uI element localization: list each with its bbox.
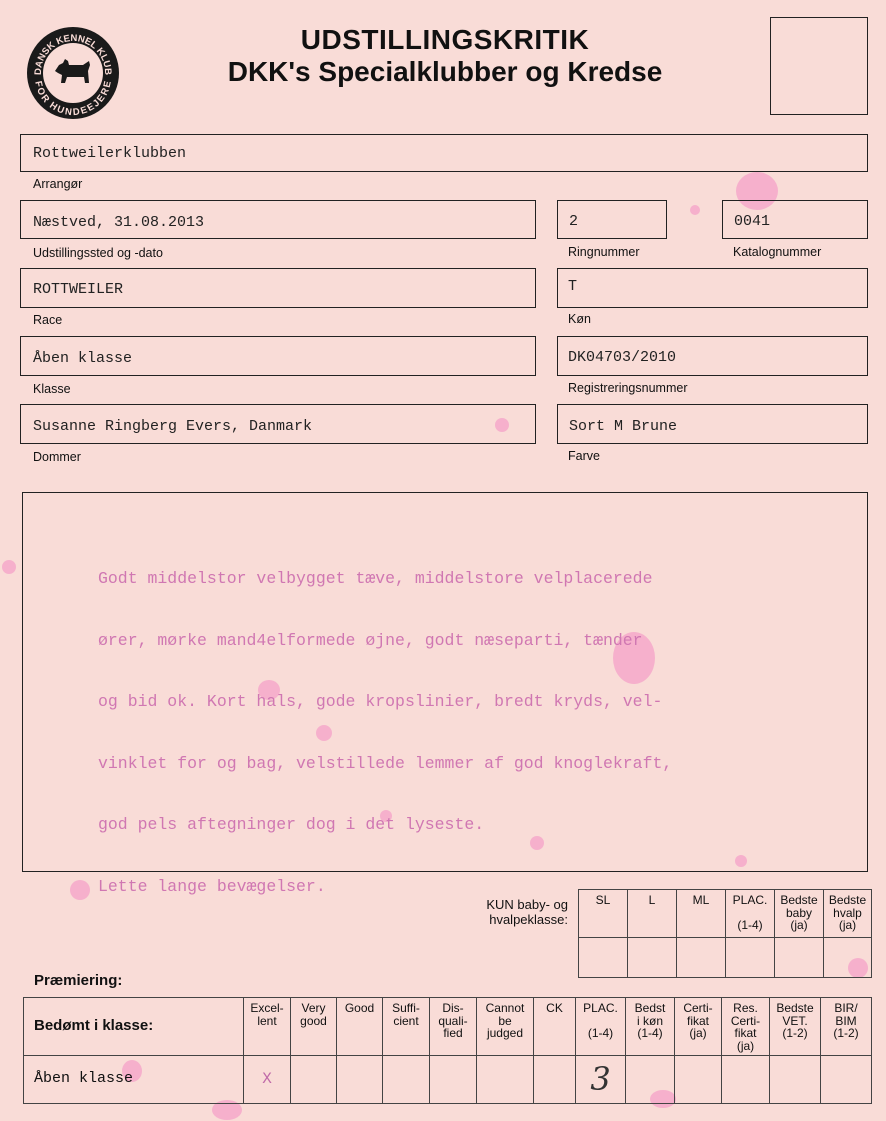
race-label: Race <box>33 313 63 327</box>
baby-cell[interactable] <box>775 938 824 978</box>
baby-label-line2: hvalpeklasse: <box>489 912 568 927</box>
farve-label: Farve <box>568 449 600 463</box>
klasse-value: Åben klasse <box>33 350 133 367</box>
katalog-label: Katalognummer <box>733 245 822 259</box>
stain <box>70 880 90 900</box>
bedomt-label: Bedømt i klasse: <box>24 998 244 1056</box>
critique-line: ører, mørke mand4elformede øjne, godt næseparti, tænder <box>98 630 643 650</box>
critique-line: vinklet for og bag, velstillede lemmer af god knoglekraft, <box>98 753 673 773</box>
result-cell[interactable] <box>626 1056 675 1104</box>
excellent-mark[interactable]: X <box>244 1056 291 1104</box>
critique-line: Lette lange bevægelser. <box>98 876 326 896</box>
kon-field[interactable] <box>557 268 868 308</box>
premiering-header: Bedste VET. (1-2) <box>770 998 821 1056</box>
logo-ring-text <box>27 27 119 119</box>
result-cell[interactable] <box>770 1056 821 1104</box>
result-cell[interactable] <box>722 1056 770 1104</box>
result-cell[interactable] <box>430 1056 477 1104</box>
result-cell[interactable] <box>821 1056 872 1104</box>
baby-table <box>578 889 872 978</box>
baby-header: SL <box>579 890 628 938</box>
premiering-label: Præmiering: <box>34 972 123 989</box>
svg-text:FOR HUNDEEJERE <box>32 80 114 118</box>
page-subtitle: DKK's Specialklubber og Kredse <box>227 56 663 87</box>
baby-header: PLAC. (1-4) <box>726 890 775 938</box>
result-cell[interactable] <box>477 1056 534 1104</box>
farve-value: Sort M Brune <box>569 418 678 435</box>
dommer-label: Dommer <box>33 450 81 464</box>
premiering-header: Suffi- cient <box>383 998 430 1056</box>
premiering-header: Very good <box>291 998 337 1056</box>
premiering-header: PLAC. (1-4) <box>576 998 626 1056</box>
premiering-header: BIR/ BIM (1-2) <box>821 998 872 1056</box>
klasse-label: Klasse <box>33 382 71 396</box>
baby-cell[interactable] <box>579 938 628 978</box>
page-title: UDSTILLINGSKRITIK <box>300 24 590 55</box>
katalog-value: 0041 <box>734 213 771 230</box>
result-cell[interactable] <box>534 1056 576 1104</box>
logo-bottom-text: FOR HUNDEEJERE <box>32 80 114 119</box>
baby-label <box>470 897 568 927</box>
critique-text <box>98 528 672 918</box>
premiering-table <box>23 997 872 1104</box>
photo-box <box>770 17 868 115</box>
critique-line: god pels aftegninger dog i det lyseste. <box>98 815 485 834</box>
sted-value: Næstved, 31.08.2013 <box>33 214 205 231</box>
critique-line: Godt middelstor velbygget tæve, middelstore velplacerede <box>98 569 653 588</box>
ring-label: Ringnummer <box>568 245 640 259</box>
kon-value: T <box>568 278 578 295</box>
result-cell[interactable] <box>291 1056 337 1104</box>
baby-cell[interactable] <box>726 938 775 978</box>
reg-value: DK04703/2010 <box>568 349 677 366</box>
premiering-header: Good <box>337 998 383 1056</box>
result-cell[interactable] <box>383 1056 430 1104</box>
baby-cell[interactable] <box>824 938 872 978</box>
baby-cell[interactable] <box>677 938 726 978</box>
placement-value[interactable]: 3 <box>576 1056 626 1104</box>
stain <box>2 560 16 574</box>
baby-label-line1: KUN baby- og <box>486 897 568 912</box>
result-cell[interactable] <box>675 1056 722 1104</box>
baby-header: Bedste hvalp (ja) <box>824 890 872 938</box>
arrangor-label: Arrangør <box>33 177 83 191</box>
sted-label: Udstillingssted og -dato <box>33 246 163 260</box>
critique-line: og bid ok. Kort hals, gode kropslinier, bredt kryds, vel- <box>98 692 663 711</box>
dkk-logo <box>27 27 119 119</box>
premiering-header: Excel- lent <box>244 998 291 1056</box>
ring-value: 2 <box>569 213 579 230</box>
premiering-header: Dis- quali- fied <box>430 998 477 1056</box>
stain <box>690 205 700 215</box>
dommer-value: Susanne Ringberg Evers, Danmark <box>33 418 313 435</box>
baby-cell[interactable] <box>628 938 677 978</box>
premiering-header: Certi- fikat (ja) <box>675 998 722 1056</box>
premiering-header: Res. Certi- fikat (ja) <box>722 998 770 1056</box>
kon-label: Køn <box>568 312 591 326</box>
premiering-header: Cannot be judged <box>477 998 534 1056</box>
race-value: ROTTWEILER <box>33 281 124 298</box>
premiering-header: Bedst i køn (1-4) <box>626 998 675 1056</box>
baby-header: Bedste baby (ja) <box>775 890 824 938</box>
premiering-header: CK <box>534 998 576 1056</box>
baby-header: ML <box>677 890 726 938</box>
arrangor-value: Rottweilerklubben <box>33 145 187 162</box>
result-cell[interactable] <box>337 1056 383 1104</box>
reg-label: Registreringsnummer <box>568 381 688 395</box>
svg-text:DANSK KENNEL KLUB <box>33 33 113 75</box>
class-value: Åben klasse <box>24 1056 244 1104</box>
logo-top-text: DANSK KENNEL KLUB <box>32 32 114 76</box>
baby-header: L <box>628 890 677 938</box>
